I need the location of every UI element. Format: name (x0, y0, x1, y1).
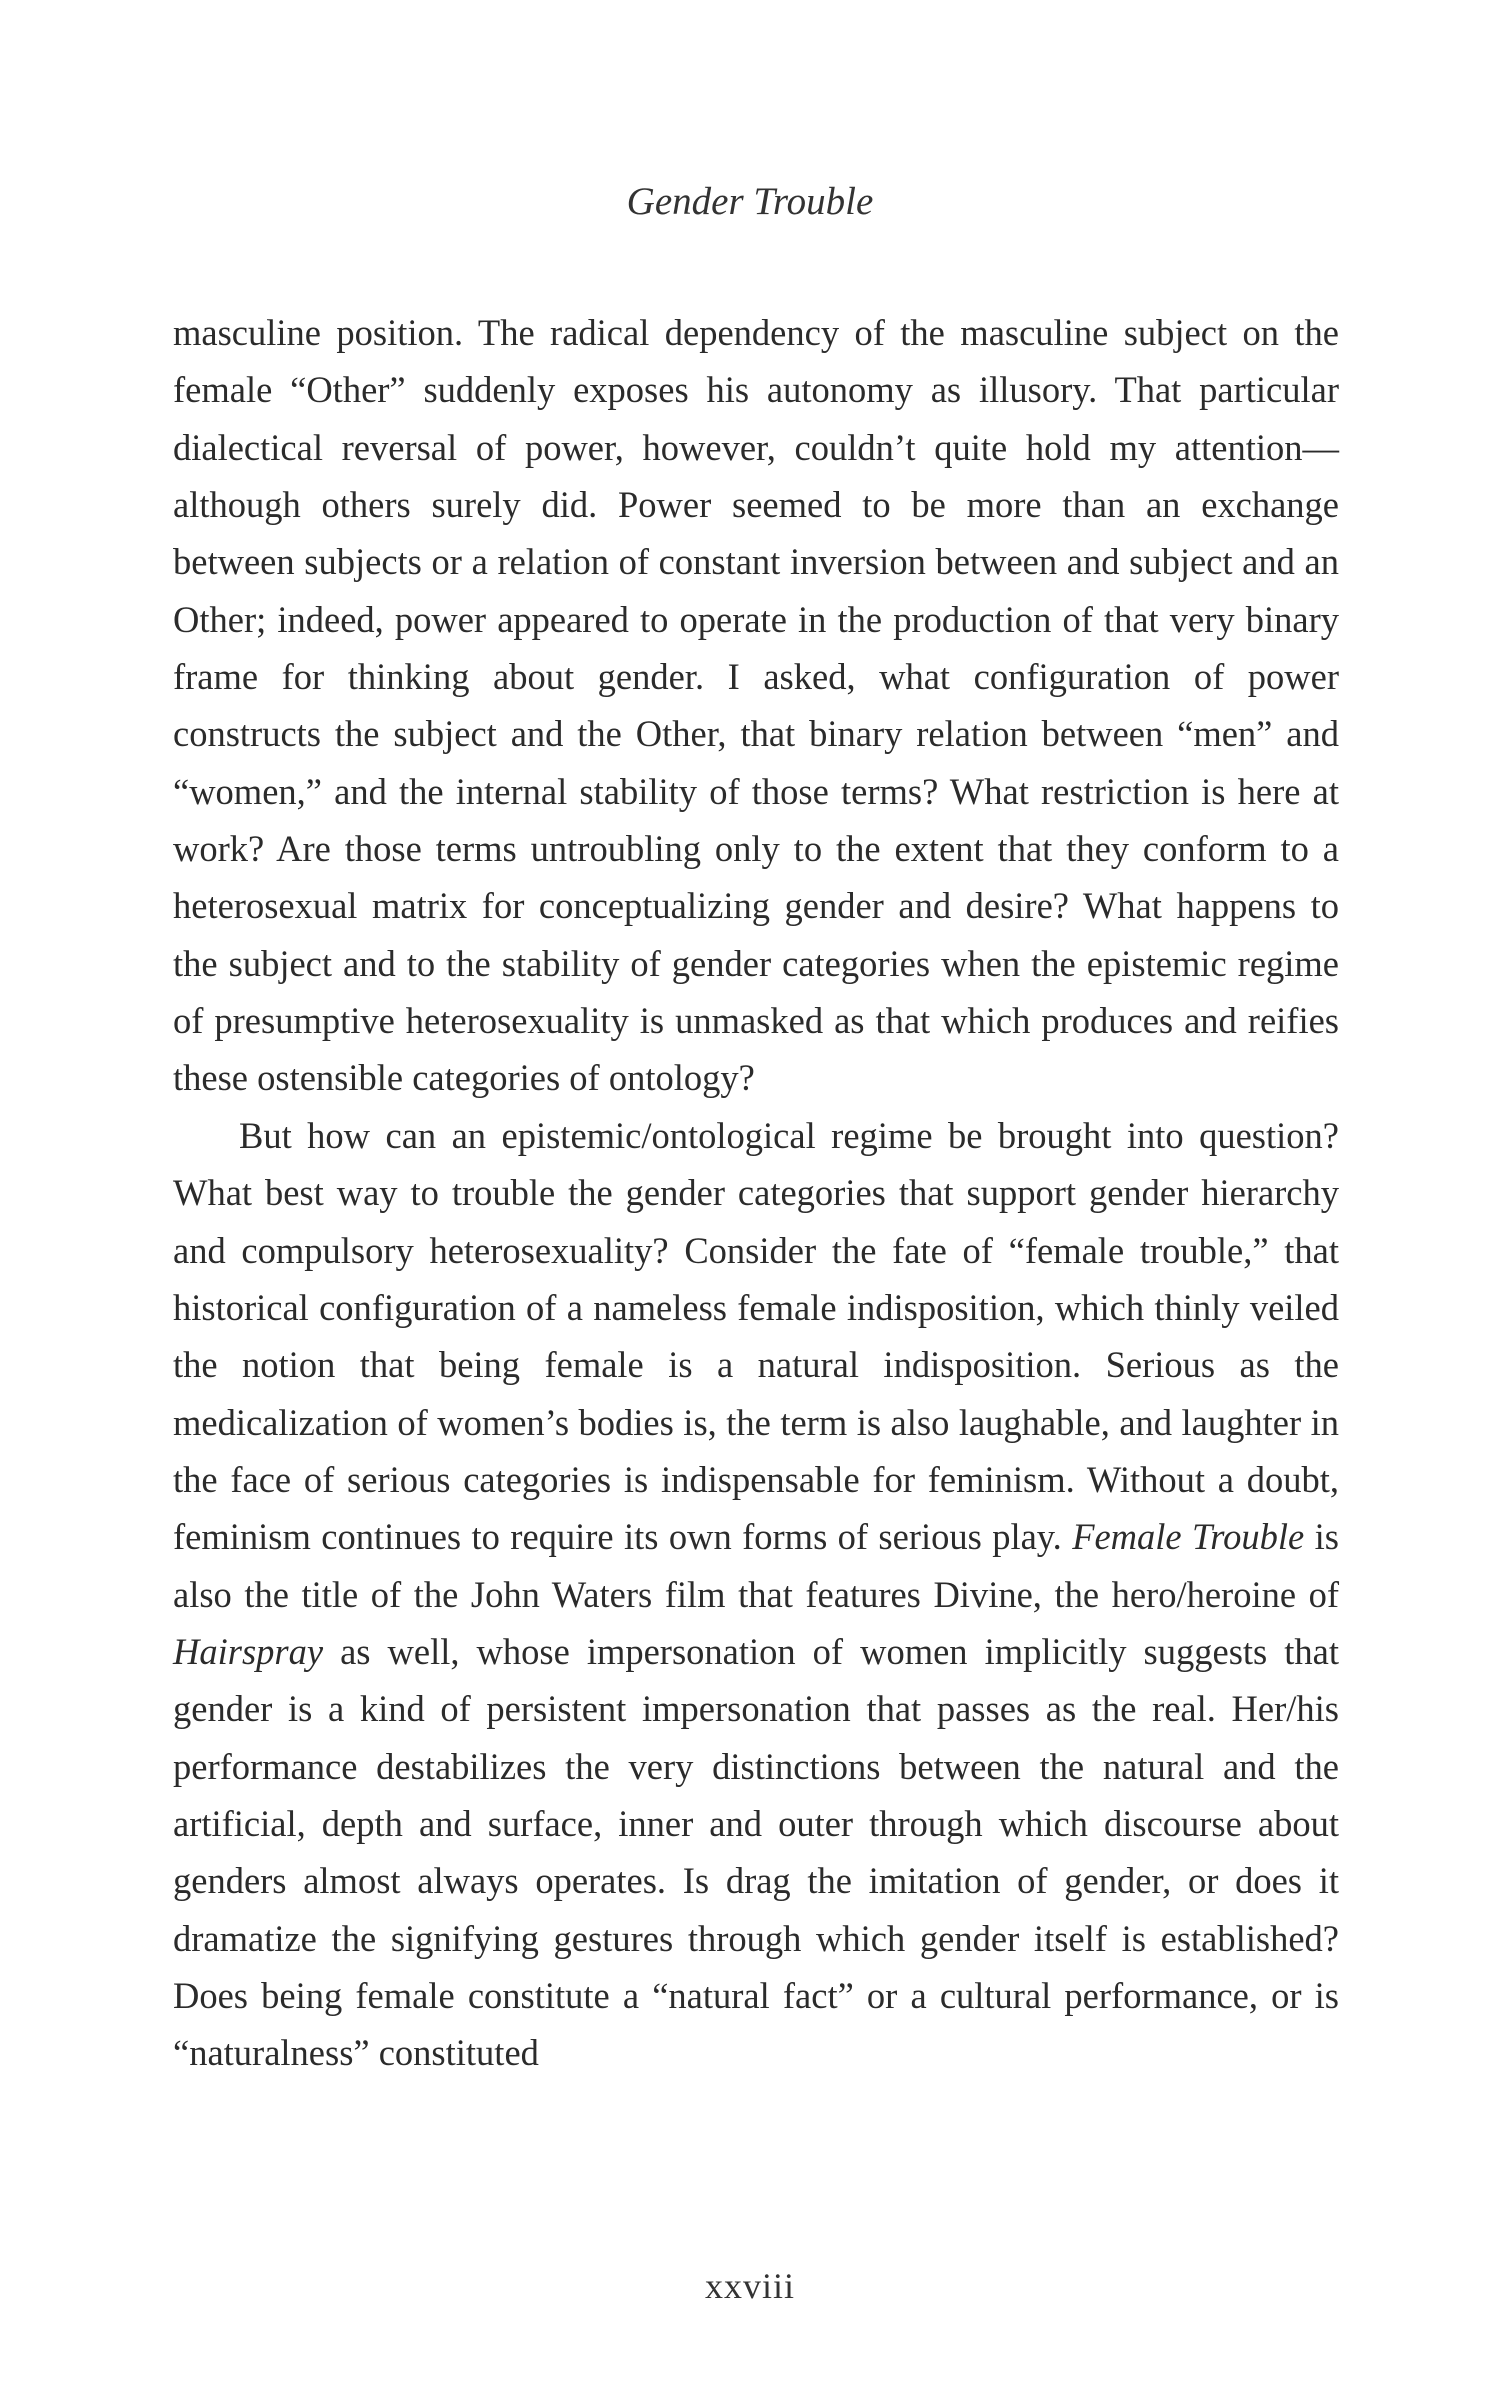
page-number: xxviii (704, 2266, 795, 2306)
page-body (173, 304, 1339, 2082)
paragraph-2-text-c: as well, whose impersonation of women implicitly suggests that gender is a kind of persistent impersonation that passes as the real. Her/his performance destabilizes the very distinctions between the natural and the artificial, depth and surface, inner and outer through which discourse about genders almost always operates. Is drag the imitation of gender, or does it dramatize the signifying gestures through which gender itself is established? Does being female constitute a “natural fact” or a cultural performance, or is “naturalness” constituted (173, 1630, 1339, 2074)
italic-title-hairspray: Hairspray (173, 1630, 324, 1672)
paragraph-2 (173, 1107, 1339, 2082)
paragraph-2-text-b: is also the title of the John Waters film that features Divine, the hero/heroine of (173, 1516, 1339, 1615)
paragraph-1: masculine position. The radical dependency of the masculine subject on the female “Other” suddenly exposes his autonomy as illusory. That particular dialectical reversal of power, however, couldn’t quite hold my attention—although others surely did. Power seemed to be more than an exchange between subjects or a relation of constant inversion between and subject and an Other; indeed, power appeared to operate in the production of that very binary frame for thinking about gender. I asked, what configuration of power constructs the subject and the Other, that binary relation between “men” and “women,” and the internal stability of those terms? What restriction is here at work? Are those terms untroubling only to the extent that they conform to a heterosexual matrix for conceptualizing gender and desire? What happens to the subject and to the stability of gender categories when the epistemic regime of presumptive heterosexuality is unmasked as that which produces and reifies these ostensible categories of ontology? (173, 312, 1339, 1099)
paragraph-2-text-a: But how can an epistemic/ontological regime be brought into question? What best way to trouble the gender categories that support gender hierarchy and compulsory heterosexuality? Consider the fate of “female trouble,” that historical configuration of a nameless female indisposition, which thinly veiled the notion that being female is a natural indisposition. Serious as the medicalization of women’s bodies is, the term is also laughable, and laughter in the face of serious categories is indispensable for feminism. Without a doubt, feminism continues to require its own forms of serious play. (173, 1114, 1339, 1558)
running-head: Gender Trouble (626, 180, 874, 223)
italic-title-female-trouble: Female Trouble (1072, 1516, 1305, 1558)
